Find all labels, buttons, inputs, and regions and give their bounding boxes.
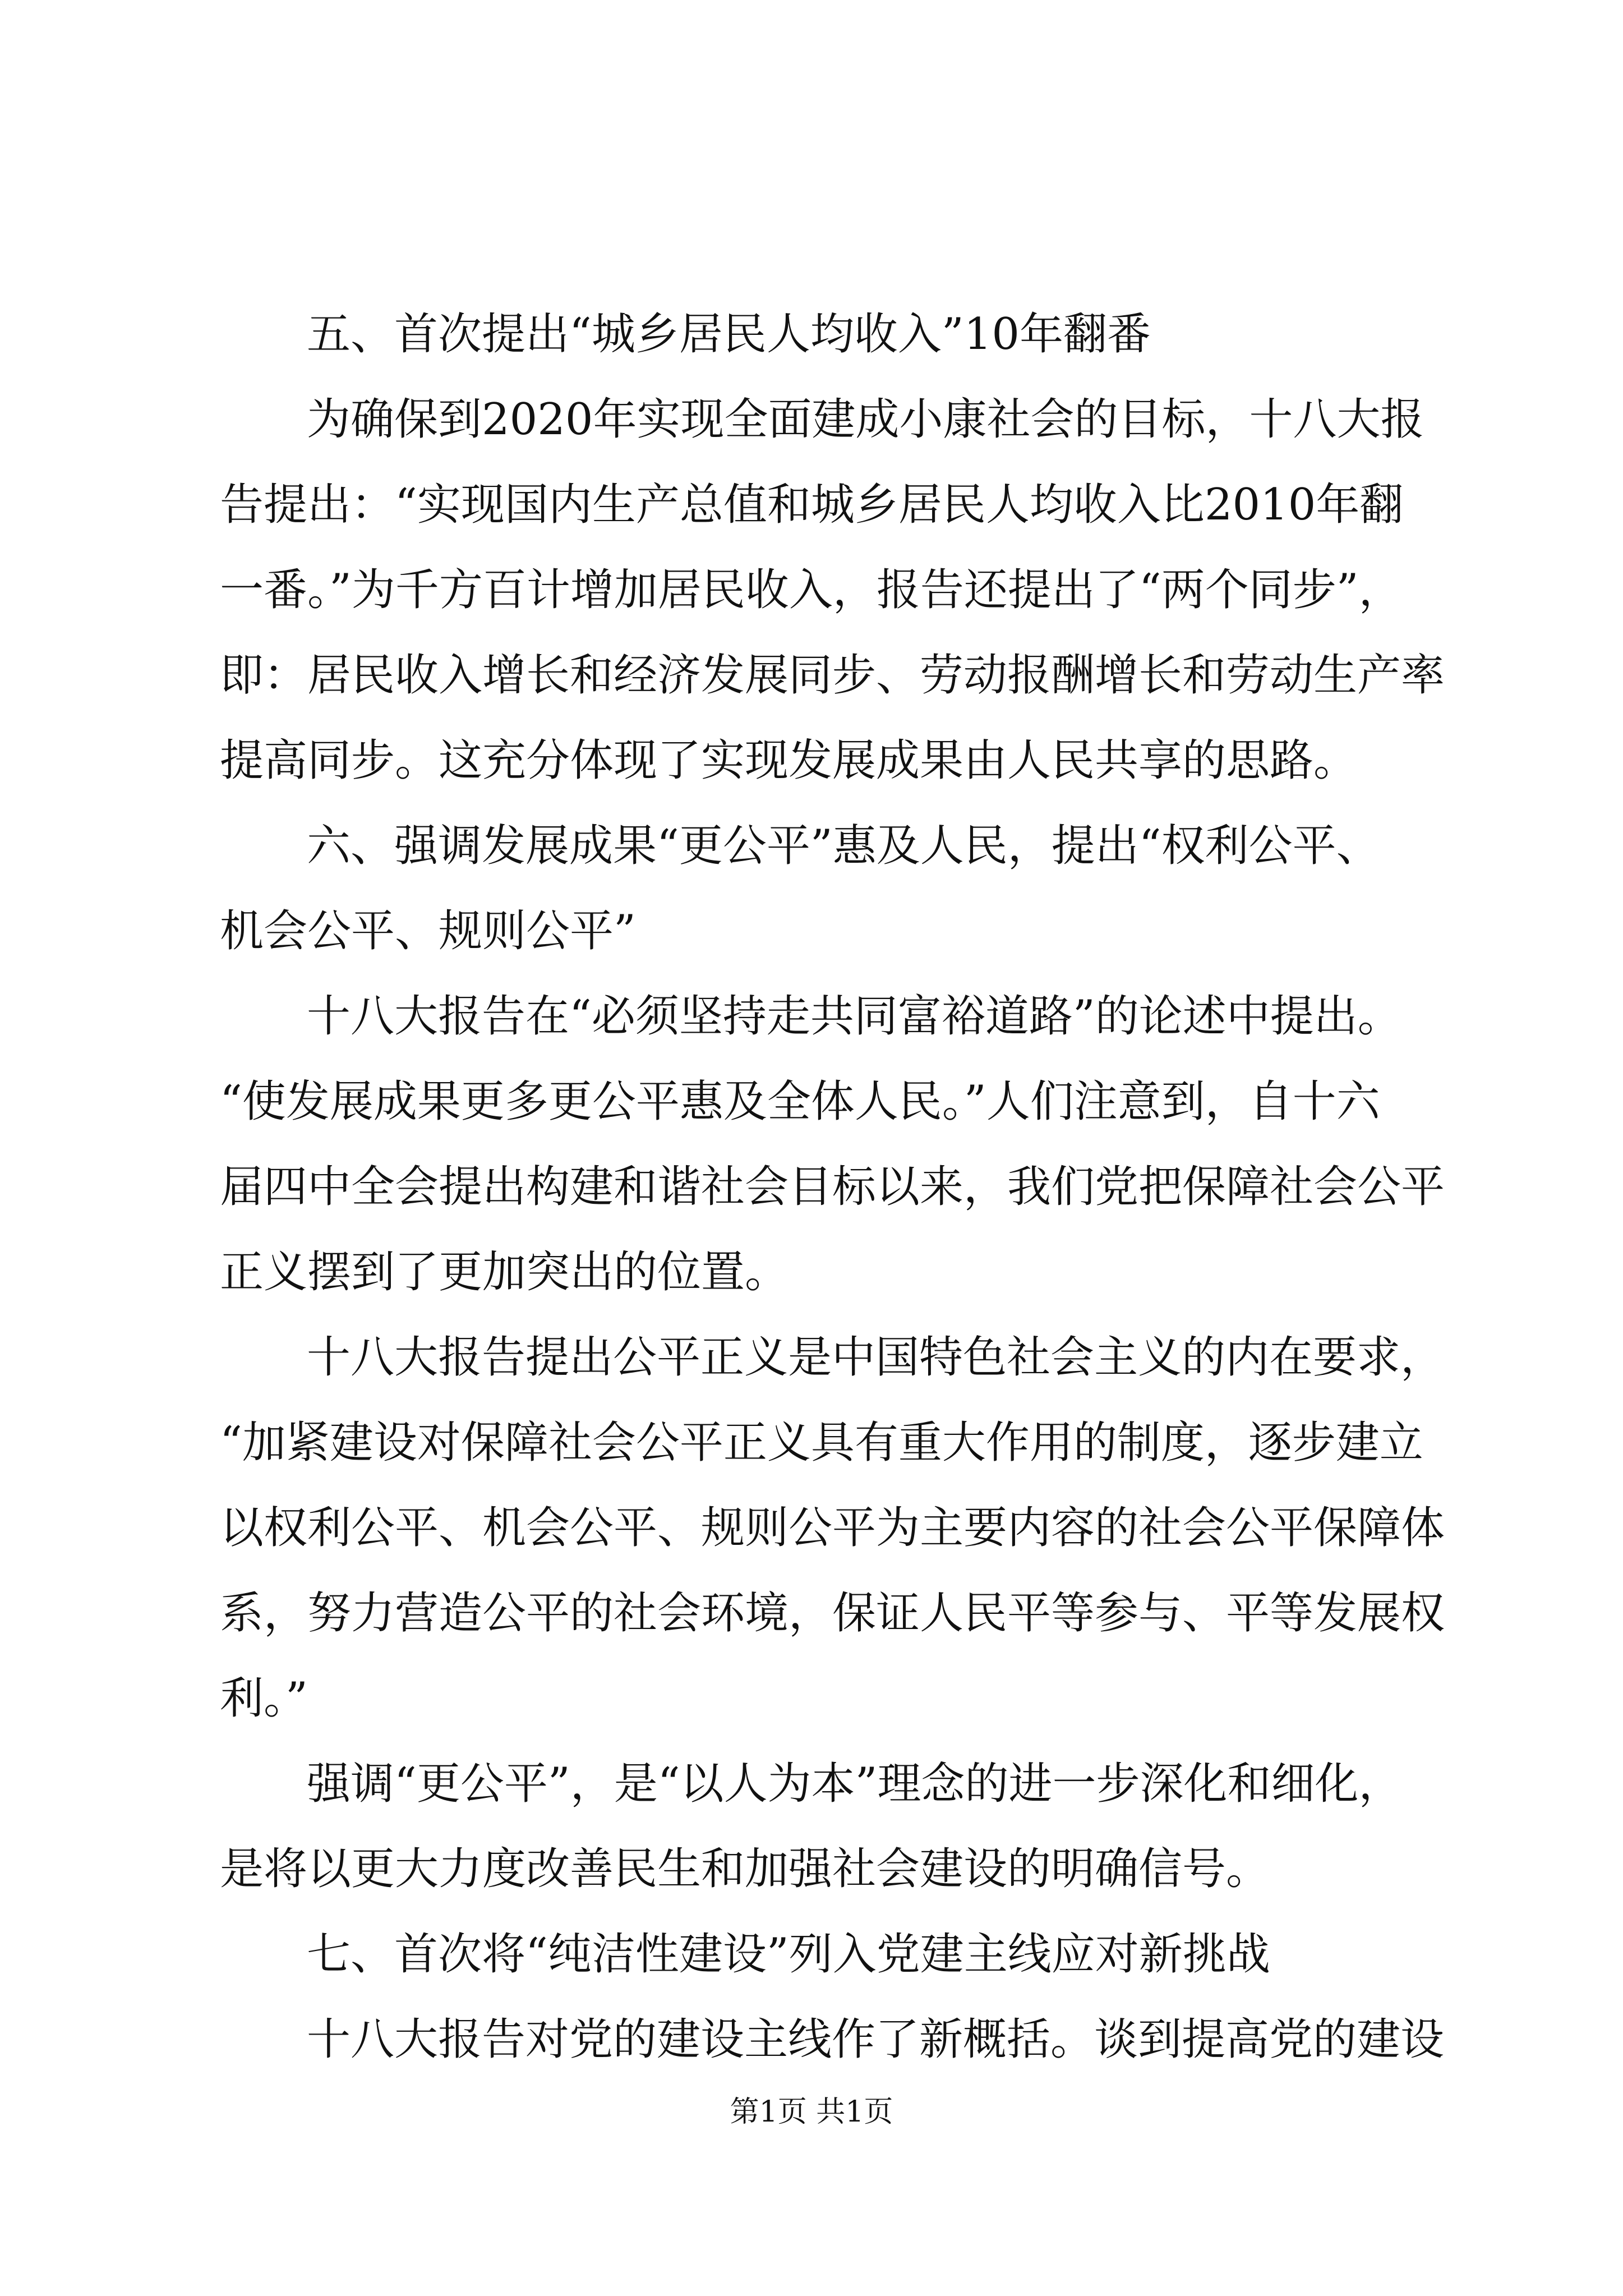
paragraph-line: 告提出：“实现国内生产总值和城乡居民人均收入比2010年翻 — [220, 480, 1404, 530]
paragraph-line: 正义摆到了更加突出的位置。 — [220, 1247, 789, 1297]
page-footer: 第1页 共1页 — [730, 2095, 893, 2129]
paragraph-line: 提高同步。这充分体现了实现发展成果由人民共享的思路。 — [220, 735, 1358, 786]
heading-section-6-continued: 机会公平、规则公平” — [220, 906, 636, 956]
paragraph-line: 为确保到2020年实现全面建成小康社会的目标，十八大报 — [307, 394, 1424, 445]
paragraph-line: “加紧建设对保障社会公平正义具有重大作用的制度，逐步建立 — [220, 1418, 1423, 1468]
paragraph-line: “使发展成果更多更公平惠及全体人民。”人们注意到，自十六 — [220, 1076, 1380, 1127]
paragraph-line: 十八大报告提出公平正义是中国特色社会主义的内在要求， — [307, 1332, 1445, 1383]
paragraph-line: 系，努力营造公平的社会环境，保证人民平等参与、平等发展权 — [220, 1588, 1445, 1639]
paragraph-line: 是将以更大力度改善民生和加强社会建设的明确信号。 — [220, 1844, 1270, 1894]
paragraph-line: 十八大报告在“必须坚持走共同富裕道路”的论述中提出。 — [307, 991, 1401, 1042]
paragraph-line: 利。” — [220, 1673, 308, 1724]
paragraph-line: 届四中全会提出构建和谐社会目标以来，我们党把保障社会公平 — [220, 1162, 1445, 1212]
paragraph-line: 即：居民收入增长和经济发展同步、劳动报酬增长和劳动生产率 — [220, 650, 1445, 701]
paragraph-line: 一番。”为千方百计增加居民收入，报告还提出了“两个同步”， — [220, 565, 1403, 615]
paragraph-line: 强调“更公平”，是“以人为本”理念的进一步深化和细化， — [307, 1759, 1403, 1809]
heading-section-5: 五、首次提出“城乡居民人均收入”10年翻番 — [307, 309, 1151, 360]
paragraph-line: 十八大报告对党的建设主线作了新概括。谈到提高党的建设 — [307, 2014, 1445, 2065]
heading-section-7: 七、首次将“纯洁性建设”列入党建主线应对新挑战 — [307, 1929, 1270, 1980]
paragraph-line: 以权利公平、机会公平、规则公平为主要内容的社会公平保障体 — [220, 1503, 1445, 1553]
heading-section-6: 六、强调发展成果“更公平”惠及人民，提出“权利公平、 — [307, 821, 1380, 871]
